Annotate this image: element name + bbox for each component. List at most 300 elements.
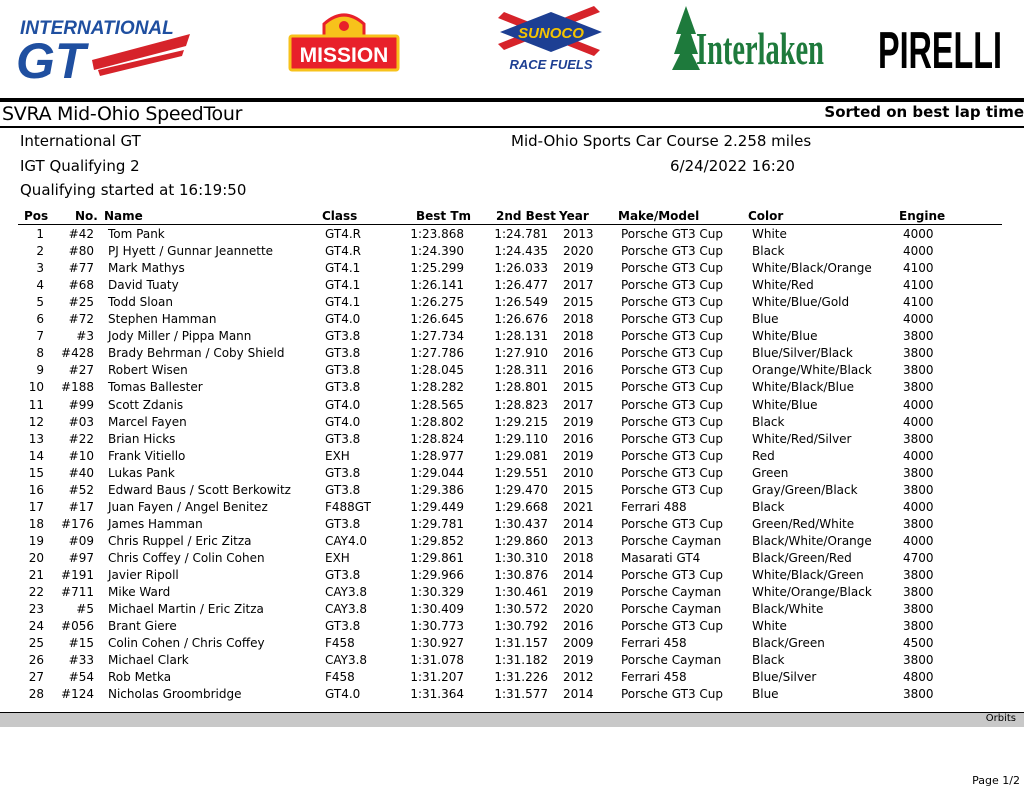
- cell-class: GT4.0: [325, 397, 361, 412]
- cell-best: 1:29.781: [410, 516, 464, 531]
- cell-best: 1:28.282: [410, 380, 464, 395]
- header-rule-bottom: [0, 126, 1024, 128]
- cell-make: Porsche Cayman: [621, 653, 722, 668]
- cell-best: 1:28.565: [410, 397, 464, 412]
- table-row: [0, 584, 1024, 601]
- cell-pos: 15: [28, 465, 44, 480]
- cell-make: Porsche GT3 Cup: [621, 227, 723, 241]
- cell-class: CAY4.0: [325, 533, 368, 548]
- cell-class: GT4.R: [325, 244, 361, 259]
- table-row: [0, 550, 1024, 567]
- cell-color: White: [752, 227, 787, 241]
- cell-make: Porsche GT3 Cup: [621, 397, 723, 412]
- cell-class: CAY3.8: [325, 602, 368, 617]
- cell-year: 2015: [563, 380, 594, 395]
- cell-pos: 1: [36, 227, 44, 241]
- sunoco-logo: [490, 6, 612, 72]
- cell-color: White/Black/Blue: [752, 380, 854, 395]
- cell-no: #5: [76, 602, 94, 617]
- cell-pos: 11: [28, 397, 44, 412]
- cell-best2: 1:30.572: [494, 602, 548, 617]
- table-row: [0, 499, 1024, 516]
- cell-class: GT4.1: [325, 278, 361, 293]
- cell-best2: 1:27.910: [494, 346, 548, 361]
- cell-make: Porsche GT3 Cup: [621, 295, 723, 310]
- cell-no: #09: [68, 533, 94, 548]
- cell-make: Porsche GT3 Cup: [621, 482, 723, 497]
- cell-pos: 25: [28, 636, 44, 651]
- column-header-class: Class: [322, 209, 358, 223]
- cell-class: GT4.0: [325, 414, 361, 429]
- cell-best: 1:30.927: [410, 636, 464, 651]
- table-row: [0, 379, 1024, 396]
- cell-make: Porsche Cayman: [621, 602, 722, 617]
- cell-make: Ferrari 488: [621, 499, 687, 514]
- cell-name: Nicholas Groombridge: [108, 687, 242, 702]
- cell-engine: 3800: [903, 585, 934, 600]
- cell-pos: 26: [28, 653, 44, 668]
- cell-year: 2019: [563, 448, 594, 463]
- cell-pos: 4: [36, 278, 44, 293]
- cell-no: #124: [61, 687, 94, 702]
- cell-name: Scott Zdanis: [108, 397, 184, 412]
- cell-engine: 4000: [903, 227, 934, 241]
- cell-best2: 1:31.577: [494, 687, 548, 702]
- cell-color: White/Black/Orange: [752, 261, 872, 276]
- cell-no: #3: [76, 329, 94, 344]
- cell-no: #52: [68, 482, 94, 497]
- cell-name: Brant Giere: [108, 619, 177, 634]
- cell-best2: 1:30.876: [494, 568, 548, 582]
- cell-make: Porsche GT3 Cup: [621, 363, 723, 378]
- cell-color: Green/Red/White: [752, 516, 855, 531]
- cell-no: #33: [68, 653, 94, 668]
- cell-engine: 4000: [903, 414, 934, 429]
- event-title: SVRA Mid-Ohio SpeedTour: [2, 103, 243, 125]
- cell-pos: 16: [28, 482, 44, 497]
- cell-engine: 4000: [903, 244, 934, 259]
- cell-make: Porsche Cayman: [621, 533, 722, 548]
- cell-name: Mike Ward: [108, 585, 171, 600]
- cell-no: #40: [68, 465, 94, 480]
- pirelli-logo-text: PIRELLI: [878, 22, 1002, 80]
- cell-best2: 1:29.551: [494, 465, 548, 480]
- cell-best: 1:31.364: [410, 687, 464, 702]
- cell-class: EXH: [325, 550, 350, 565]
- cell-name: Javier Ripoll: [108, 568, 179, 582]
- cell-pos: 18: [28, 516, 44, 531]
- cell-no: #99: [68, 397, 94, 412]
- table-row: [0, 414, 1024, 431]
- cell-year: 2020: [563, 602, 594, 617]
- cell-class: F458: [325, 636, 355, 651]
- cell-year: 2018: [563, 550, 594, 565]
- table-row: [0, 516, 1024, 533]
- cell-class: EXH: [325, 448, 350, 463]
- cell-class: GT3.8: [325, 380, 361, 395]
- cell-best2: 1:30.437: [494, 516, 548, 531]
- table-row: [0, 533, 1024, 550]
- cell-class: GT4.1: [325, 261, 361, 276]
- cell-color: White/Blue: [752, 329, 818, 344]
- cell-color: White/Red/Silver: [752, 431, 852, 446]
- cell-color: Blue/Silver: [752, 670, 817, 685]
- cell-year: 2015: [563, 295, 594, 310]
- column-header-name: Name: [104, 209, 143, 223]
- cell-make: Porsche Cayman: [621, 585, 722, 600]
- cell-engine: 3800: [903, 329, 934, 344]
- table-row: [0, 397, 1024, 414]
- cell-no: #72: [68, 312, 94, 327]
- cell-color: Blue: [752, 687, 779, 702]
- cell-best2: 1:26.676: [494, 312, 548, 327]
- cell-make: Porsche GT3 Cup: [621, 619, 723, 634]
- cell-best2: 1:29.860: [494, 533, 548, 548]
- cell-best: 1:26.275: [410, 295, 464, 310]
- cell-engine: 3800: [903, 687, 934, 702]
- cell-name: James Hamman: [108, 516, 203, 531]
- cell-year: 2009: [563, 636, 594, 651]
- cell-name: Brady Behrman / Coby Shield: [108, 346, 285, 361]
- table-row: [0, 294, 1024, 311]
- cell-name: PJ Hyett / Gunnar Jeannette: [108, 244, 274, 259]
- cell-best2: 1:26.033: [494, 261, 548, 276]
- header-rule-top: [0, 98, 1024, 102]
- cell-name: Mark Mathys: [108, 261, 185, 276]
- column-header-make-model: Make/Model: [618, 209, 700, 223]
- cell-make: Porsche GT3 Cup: [621, 329, 723, 344]
- cell-engine: 4000: [903, 397, 934, 412]
- cell-make: Ferrari 458: [621, 670, 687, 685]
- cell-make: Porsche GT3 Cup: [621, 687, 723, 702]
- cell-class: F458: [325, 670, 355, 685]
- cell-make: Porsche GT3 Cup: [621, 346, 723, 361]
- cell-name: Lukas Pank: [108, 465, 175, 480]
- cell-year: 2016: [563, 619, 594, 634]
- cell-engine: 3800: [903, 653, 934, 668]
- cell-color: White/Blue: [752, 397, 818, 412]
- table-row: [0, 448, 1024, 465]
- cell-pos: 7: [36, 329, 44, 344]
- cell-best2: 1:29.215: [494, 414, 548, 429]
- cell-best2: 1:30.792: [494, 619, 548, 634]
- cell-no: #191: [61, 568, 94, 582]
- cell-name: Colin Cohen / Chris Coffey: [108, 636, 265, 651]
- cell-color: Black: [752, 414, 785, 429]
- cell-best2: 1:29.668: [494, 499, 548, 514]
- cell-pos: 10: [28, 380, 44, 395]
- cell-class: GT3.8: [325, 465, 361, 480]
- cell-best2: 1:31.157: [494, 636, 548, 651]
- cell-color: Black/Green/Red: [752, 550, 852, 565]
- cell-best2: 1:24.435: [494, 244, 548, 259]
- cell-year: 2020: [563, 244, 594, 259]
- cell-color: Blue/Silver/Black: [752, 346, 853, 361]
- cell-class: GT4.R: [325, 227, 361, 241]
- cell-pos: 12: [28, 414, 44, 429]
- cell-engine: 3800: [903, 431, 934, 446]
- table-row: [0, 567, 1024, 584]
- cell-year: 2013: [563, 227, 594, 241]
- cell-best2: 1:28.311: [494, 363, 548, 378]
- column-header-year: Year: [559, 209, 589, 223]
- cell-year: 2010: [563, 465, 594, 480]
- cell-no: #711: [61, 585, 94, 600]
- cell-name: Brian Hicks: [108, 431, 176, 446]
- sponsor-logo-row: [0, 0, 1024, 95]
- cell-engine: 3800: [903, 619, 934, 634]
- cell-engine: 4000: [903, 448, 934, 463]
- cell-best2: 1:30.310: [494, 550, 548, 565]
- cell-engine: 4000: [903, 312, 934, 327]
- cell-engine: 4000: [903, 533, 934, 548]
- cell-year: 2019: [563, 414, 594, 429]
- cell-color: Blue: [752, 312, 779, 327]
- igt-logo-line1: INTERNATIONAL: [20, 18, 174, 39]
- cell-best: 1:29.449: [410, 499, 464, 514]
- cell-engine: 4500: [903, 636, 934, 651]
- cell-year: 2012: [563, 670, 594, 685]
- cell-color: Black: [752, 499, 785, 514]
- cell-class: GT4.0: [325, 312, 361, 327]
- cell-name: Chris Ruppel / Eric Zitza: [108, 533, 252, 548]
- cell-make: Porsche GT3 Cup: [621, 244, 723, 259]
- cell-pos: 21: [28, 568, 44, 582]
- table-row: [0, 243, 1024, 260]
- cell-color: Green: [752, 465, 789, 480]
- cell-class: CAY3.8: [325, 653, 368, 668]
- cell-class: GT3.8: [325, 363, 361, 378]
- cell-color: Black/Green: [752, 636, 825, 651]
- cell-best: 1:26.141: [410, 278, 464, 293]
- table-row: [0, 431, 1024, 448]
- cell-no: #428: [61, 346, 94, 361]
- cell-best: 1:23.868: [410, 227, 464, 241]
- cell-engine: 4700: [903, 550, 934, 565]
- cell-no: #188: [61, 380, 94, 395]
- column-header-best-time: Best Tm: [416, 209, 472, 223]
- cell-class: GT3.8: [325, 516, 361, 531]
- cell-year: 2021: [563, 499, 594, 514]
- cell-best: 1:24.390: [410, 244, 464, 259]
- cell-best2: 1:30.461: [494, 585, 548, 600]
- cell-pos: 20: [28, 550, 44, 565]
- cell-best: 1:25.299: [410, 261, 464, 276]
- table-row: [0, 362, 1024, 379]
- table-row: [0, 311, 1024, 328]
- cell-color: White: [752, 619, 787, 634]
- cell-name: Todd Sloan: [108, 295, 173, 310]
- cell-year: 2015: [563, 482, 594, 497]
- cell-pos: 5: [36, 295, 44, 310]
- cell-engine: 4100: [903, 278, 934, 293]
- cell-best: 1:27.734: [410, 329, 464, 344]
- cell-year: 2018: [563, 329, 594, 344]
- cell-no: #056: [61, 619, 94, 634]
- cell-name: Michael Clark: [108, 653, 189, 668]
- page-number: Page 1/2: [972, 774, 1020, 787]
- table-row: [0, 686, 1024, 703]
- cell-class: GT3.8: [325, 568, 361, 582]
- cell-no: #176: [61, 516, 94, 531]
- cell-best: 1:29.966: [410, 568, 464, 582]
- cell-no: #80: [68, 244, 94, 259]
- cell-year: 2014: [563, 568, 594, 582]
- cell-no: #27: [68, 363, 94, 378]
- cell-make: Porsche GT3 Cup: [621, 516, 723, 531]
- cell-name: Stephen Hamman: [108, 312, 217, 327]
- table-row: [0, 482, 1024, 499]
- session-start-time: Qualifying started at 16:19:50: [20, 181, 247, 199]
- cell-pos: 28: [28, 687, 44, 702]
- cell-best2: 1:29.470: [494, 482, 548, 497]
- cell-make: Porsche GT3 Cup: [621, 278, 723, 293]
- cell-year: 2019: [563, 585, 594, 600]
- cell-pos: 17: [28, 499, 44, 514]
- cell-best: 1:30.329: [410, 585, 464, 600]
- sunoco-logo-text: SUNOCO: [518, 25, 584, 42]
- cell-year: 2013: [563, 533, 594, 548]
- cell-pos: 3: [36, 261, 44, 276]
- cell-make: Porsche GT3 Cup: [621, 568, 723, 582]
- column-header-no: No.: [75, 209, 98, 223]
- cell-color: Black: [752, 244, 785, 259]
- cell-color: Red: [752, 448, 775, 463]
- cell-class: F488GT: [325, 499, 372, 514]
- cell-class: GT3.8: [325, 346, 361, 361]
- cell-no: #10: [68, 448, 94, 463]
- cell-best: 1:28.824: [410, 431, 464, 446]
- cell-engine: 3800: [903, 346, 934, 361]
- cell-make: Porsche GT3 Cup: [621, 380, 723, 395]
- cell-pos: 14: [28, 448, 44, 463]
- cell-pos: 8: [36, 346, 44, 361]
- cell-make: Porsche GT3 Cup: [621, 261, 723, 276]
- cell-engine: 3800: [903, 482, 934, 497]
- table-row: [0, 652, 1024, 669]
- cell-pos: 6: [36, 312, 44, 327]
- igt-logo-line2: GT: [16, 33, 86, 89]
- column-header-rule: [18, 224, 1002, 225]
- cell-color: Black/White: [752, 602, 824, 617]
- cell-best2: 1:26.549: [494, 295, 548, 310]
- cell-pos: 9: [36, 363, 44, 378]
- cell-name: Michael Martin / Eric Zitza: [108, 602, 264, 617]
- cell-make: Ferrari 458: [621, 636, 687, 651]
- cell-class: CAY3.8: [325, 585, 368, 600]
- cell-no: #22: [68, 431, 94, 446]
- cell-best2: 1:31.226: [494, 670, 548, 685]
- column-header-pos: Pos: [24, 209, 49, 223]
- cell-color: Orange/White/Black: [752, 363, 872, 378]
- cell-best: 1:29.852: [410, 533, 464, 548]
- cell-pos: 23: [28, 602, 44, 617]
- cell-color: White/Black/Green: [752, 568, 864, 582]
- cell-best2: 1:29.110: [494, 431, 548, 446]
- cell-best: 1:30.773: [410, 619, 464, 634]
- cell-best: 1:27.786: [410, 346, 464, 361]
- cell-name: David Tuaty: [108, 278, 179, 293]
- cell-pos: 13: [28, 431, 44, 446]
- cell-no: #15: [68, 636, 94, 651]
- table-row: [0, 260, 1024, 277]
- cell-name: Robert Wisen: [108, 363, 188, 378]
- cell-no: #17: [68, 499, 94, 514]
- cell-engine: 3800: [903, 465, 934, 480]
- pirelli-logo: [876, 12, 1004, 80]
- sort-note: Sorted on best lap time: [824, 103, 1024, 121]
- column-header-engine: Engine: [899, 209, 946, 223]
- cell-year: 2019: [563, 653, 594, 668]
- cell-best: 1:29.044: [410, 465, 464, 480]
- column-header-color: Color: [748, 209, 784, 223]
- cell-name: Tomas Ballester: [108, 380, 203, 395]
- cell-make: Porsche GT3 Cup: [621, 414, 723, 429]
- cell-name: Frank Vitiello: [108, 448, 186, 463]
- cell-best: 1:30.409: [410, 602, 464, 617]
- table-row: [0, 226, 1024, 243]
- cell-engine: 3800: [903, 516, 934, 531]
- cell-year: 2017: [563, 397, 594, 412]
- cell-no: #77: [68, 261, 94, 276]
- cell-year: 2016: [563, 346, 594, 361]
- cell-make: Porsche GT3 Cup: [621, 448, 723, 463]
- cell-best: 1:28.045: [410, 363, 464, 378]
- cell-no: #54: [68, 670, 94, 685]
- cell-engine: 4000: [903, 499, 934, 514]
- cell-name: Marcel Fayen: [108, 414, 187, 429]
- cell-name: Tom Pank: [108, 227, 165, 241]
- cell-best2: 1:31.182: [494, 653, 548, 668]
- cell-best: 1:26.645: [410, 312, 464, 327]
- cell-color: White/Orange/Black: [752, 585, 872, 600]
- cell-make: Porsche GT3 Cup: [621, 465, 723, 480]
- cell-year: 2019: [563, 261, 594, 276]
- table-row: [0, 465, 1024, 482]
- cell-class: GT3.8: [325, 619, 361, 634]
- cell-name: Chris Coffey / Colin Cohen: [108, 550, 265, 565]
- mission-logo: [288, 6, 400, 72]
- cell-pos: 27: [28, 670, 44, 685]
- cell-color: Black/White/Orange: [752, 533, 872, 548]
- cell-engine: 3800: [903, 568, 934, 582]
- cell-no: #97: [68, 550, 94, 565]
- cell-best2: 1:28.823: [494, 397, 548, 412]
- cell-year: 2014: [563, 516, 594, 531]
- cell-color: White/Blue/Gold: [752, 295, 850, 310]
- table-row: [0, 601, 1024, 618]
- cell-best: 1:28.977: [410, 448, 464, 463]
- cell-make: Masarati GT4: [621, 550, 701, 565]
- cell-best2: 1:24.781: [494, 227, 548, 241]
- cell-class: GT3.8: [325, 329, 361, 344]
- cell-make: Porsche GT3 Cup: [621, 431, 723, 446]
- session-datetime: 6/24/2022 16:20: [670, 157, 795, 175]
- cell-best: 1:31.207: [410, 670, 464, 685]
- cell-best: 1:29.386: [410, 482, 464, 497]
- cell-engine: 4100: [903, 261, 934, 276]
- cell-class: GT3.8: [325, 431, 361, 446]
- cell-pos: 22: [28, 585, 44, 600]
- track-name: Mid-Ohio Sports Car Course 2.258 miles: [511, 132, 812, 150]
- mission-logo-text: MISSION: [299, 44, 389, 67]
- cell-engine: 4100: [903, 295, 934, 310]
- cell-best2: 1:29.081: [494, 448, 548, 463]
- cell-color: Black: [752, 653, 785, 668]
- cell-pos: 19: [28, 533, 44, 548]
- cell-best: 1:29.861: [410, 550, 464, 565]
- cell-best2: 1:28.801: [494, 380, 548, 395]
